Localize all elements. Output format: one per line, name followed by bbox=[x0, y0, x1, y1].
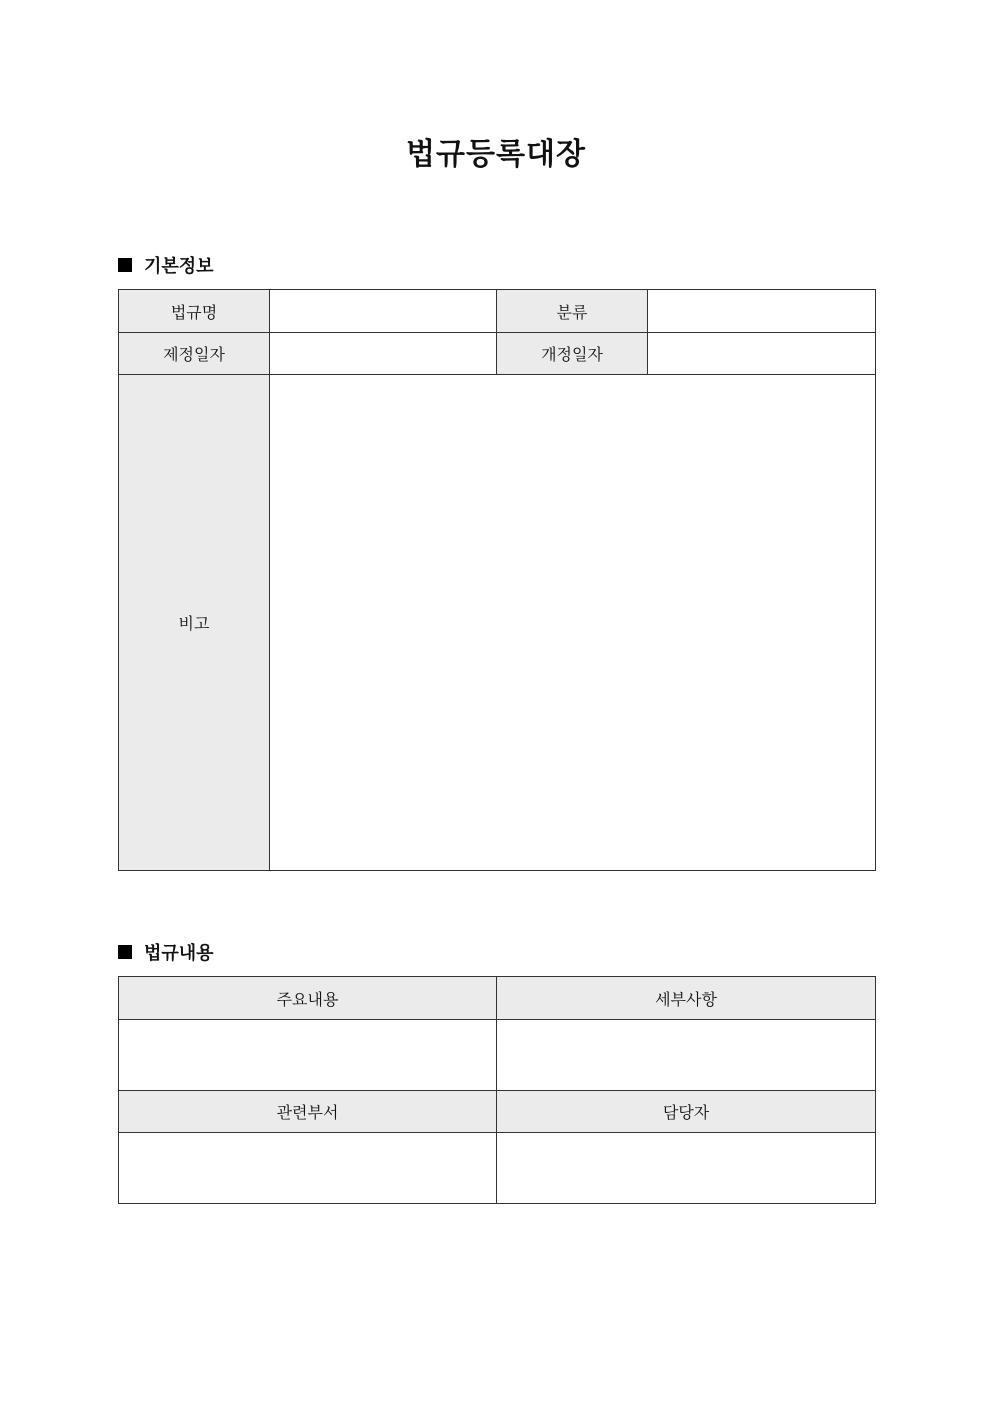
main-content-label: 주요내용 bbox=[119, 977, 497, 1020]
main-content-field[interactable] bbox=[119, 1020, 497, 1091]
law-content-heading bbox=[118, 939, 214, 965]
table-row bbox=[119, 1020, 876, 1091]
table-row bbox=[119, 333, 876, 375]
related-dept-label: 관련부서 bbox=[119, 1091, 497, 1133]
law-name-label: 법규명 bbox=[119, 290, 270, 333]
enacted-date-label: 제정일자 bbox=[119, 333, 270, 375]
category-field[interactable] bbox=[648, 290, 876, 333]
manager-label: 담당자 bbox=[497, 1091, 876, 1133]
law-content-heading-label: 법규내용 bbox=[144, 943, 214, 964]
law-name-field[interactable] bbox=[270, 290, 497, 333]
revised-date-label: 개정일자 bbox=[497, 333, 648, 375]
page-title: 법규등록대장 bbox=[406, 137, 586, 172]
table-row bbox=[119, 977, 876, 1020]
remarks-field[interactable] bbox=[270, 375, 876, 871]
basic-info-table bbox=[118, 289, 876, 871]
related-dept-field[interactable] bbox=[119, 1133, 497, 1204]
law-content-table bbox=[118, 976, 876, 1204]
manager-field[interactable] bbox=[497, 1133, 876, 1204]
table-row bbox=[119, 375, 876, 871]
category-label: 분류 bbox=[497, 290, 648, 333]
table-row bbox=[119, 290, 876, 333]
table-row bbox=[119, 1133, 876, 1204]
details-field[interactable] bbox=[497, 1020, 876, 1091]
details-label: 세부사항 bbox=[497, 977, 876, 1020]
basic-info-heading-label: 기본정보 bbox=[144, 256, 214, 277]
remarks-label: 비고 bbox=[119, 375, 270, 871]
table-row bbox=[119, 1091, 876, 1133]
basic-info-heading bbox=[118, 252, 214, 278]
revised-date-field[interactable] bbox=[648, 333, 876, 375]
enacted-date-field[interactable] bbox=[270, 333, 497, 375]
square-bullet-icon bbox=[118, 258, 132, 272]
square-bullet-icon bbox=[118, 945, 132, 959]
